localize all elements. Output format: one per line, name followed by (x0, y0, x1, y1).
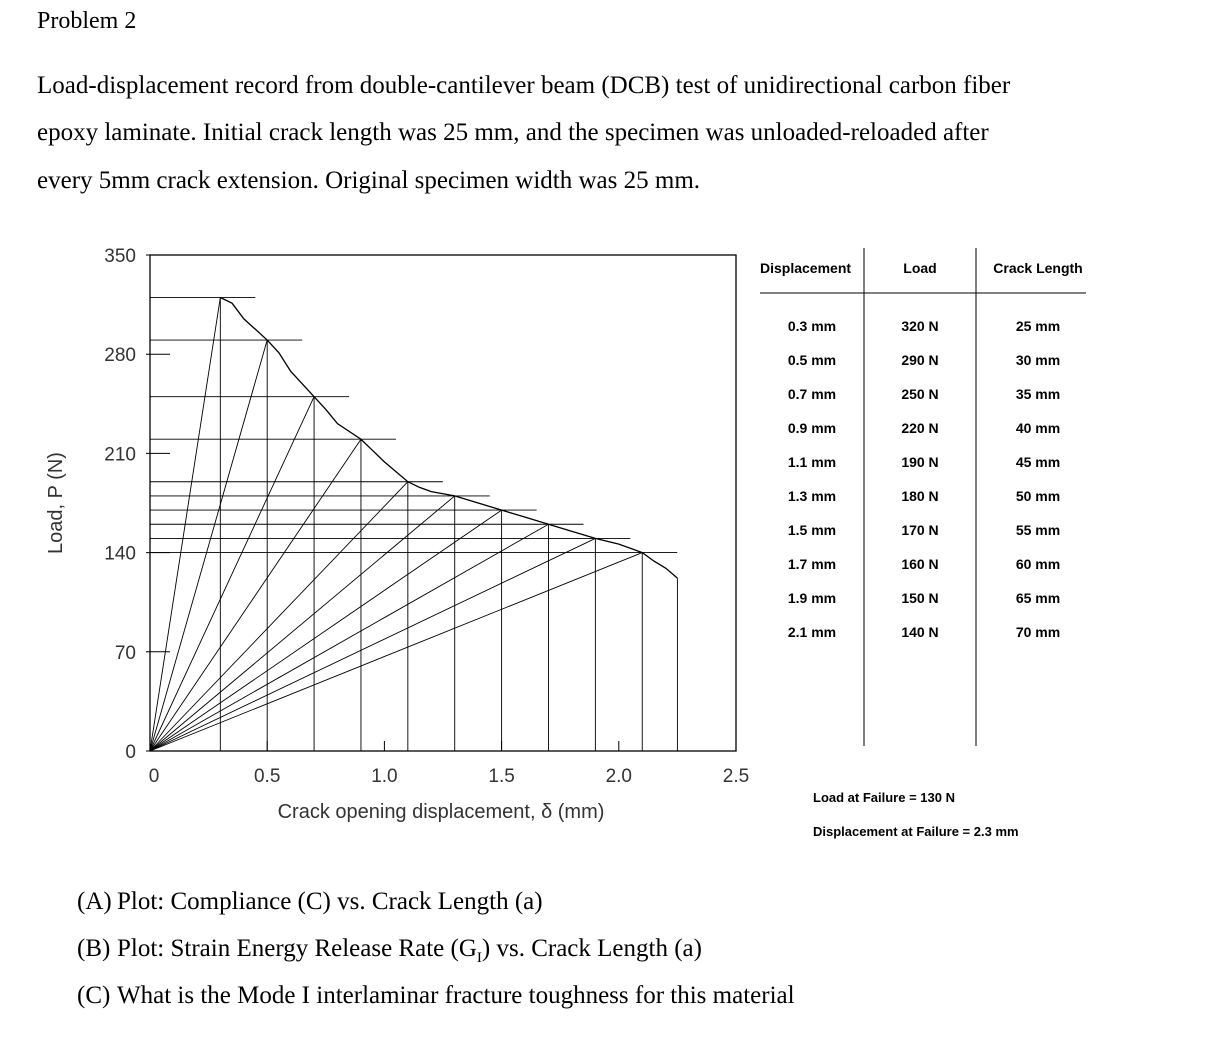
displacement-at-failure: Displacement at Failure = 2.3 mm (813, 824, 1019, 839)
x-tick-label: 1.0 (371, 766, 398, 787)
table-cell-crack-length: 45 mm (1015, 454, 1061, 470)
question-a (77, 888, 543, 916)
table-cell-crack-length: 65 mm (1015, 590, 1061, 606)
table-cell-displacement: 1.7 mm (787, 556, 837, 572)
table-cell-displacement: 2.1 mm (787, 624, 837, 640)
table-cell-displacement: 1.9 mm (787, 590, 837, 606)
x-tick-label: 2.5 (722, 766, 750, 787)
table-cell-load: 190 N (901, 454, 939, 470)
question-c-letter: (C) (77, 982, 111, 1009)
plot-frame (150, 255, 736, 751)
table-cell-displacement: 1.1 mm (787, 454, 837, 470)
y-axis-title: Load, P (N) (45, 452, 67, 554)
table-cell-displacement: 0.3 mm (787, 318, 837, 334)
table-cell-displacement: 0.5 mm (787, 352, 837, 368)
table-cell-load: 160 N (901, 556, 939, 572)
table-cell-load: 150 N (901, 590, 939, 606)
table-cell-load: 290 N (901, 352, 939, 368)
table-cell-displacement: 0.7 mm (787, 386, 837, 402)
table-cell-crack-length: 25 mm (1015, 318, 1061, 334)
unload-reload-line (150, 397, 314, 751)
chart-reference-lines (150, 298, 677, 553)
table-cell-crack-length: 35 mm (1015, 386, 1061, 402)
y-tick-label: 0 (125, 742, 136, 763)
table-header-load: Load (903, 260, 937, 276)
y-tick-label: 210 (104, 444, 136, 466)
axis-ticks (146, 255, 736, 751)
problem-paragraph-line-2: epoxy laminate. Initial crack length was 25 mm, and the specimen was unloaded-reloaded after (37, 119, 989, 146)
problem-paragraph-line-3: every 5mm crack extension. Original specimen width was 25 mm. (37, 167, 701, 194)
unload-reload-line (150, 524, 548, 751)
question-a-letter: (A) (77, 888, 112, 915)
table-cell-crack-length: 70 mm (1015, 624, 1061, 640)
question-a-text: Plot: Compliance (C) vs. Crack Length (a) (117, 888, 543, 915)
x-tick-label: 0 (148, 766, 160, 787)
problem-title: Problem 2 (37, 8, 137, 34)
table-cell-displacement: 1.5 mm (787, 522, 837, 538)
question-b (77, 935, 702, 967)
x-axis-title: Crack opening displacement, δ (mm) (277, 801, 605, 823)
x-tick-label: 1.5 (488, 766, 515, 787)
y-tick-label: 280 (104, 345, 136, 367)
table-cell-crack-length: 50 mm (1015, 488, 1061, 504)
table-cell-load: 180 N (901, 488, 939, 504)
table-cell-displacement: 1.3 mm (787, 488, 837, 504)
unload-reload-line (150, 439, 361, 751)
table-cell-load: 320 N (901, 318, 939, 334)
table-cell-load: 170 N (901, 522, 939, 538)
table-cell-crack-length: 40 mm (1015, 420, 1061, 436)
table-cell-crack-length: 30 mm (1015, 352, 1061, 368)
table-cell-crack-length: 55 mm (1015, 522, 1061, 538)
table-cell-load: 220 N (901, 420, 939, 436)
x-tick-label: 2.0 (605, 766, 633, 787)
table-header-displacement: Displacement (760, 260, 852, 276)
table-cell-displacement: 0.9 mm (787, 420, 837, 436)
table-cell-load: 140 N (901, 624, 939, 640)
question-b-subscript: I (476, 950, 482, 966)
question-b-text-post: ) vs. Crack Length (a) (481, 935, 702, 962)
question-b-letter: (B) (77, 935, 111, 962)
x-tick-label: 0.5 (253, 766, 281, 787)
load-at-failure: Load at Failure = 130 N (813, 790, 955, 805)
question-c (77, 982, 795, 1010)
table-header-crack-length: Crack Length (993, 260, 1083, 276)
question-c-text: What is the Mode I interlaminar fracture toughness for this material (117, 982, 795, 1009)
question-b-text-pre: Plot: Strain Energy Release Rate (G (117, 935, 477, 962)
table-cell-load: 250 N (901, 386, 939, 402)
table-cell-crack-length: 60 mm (1015, 556, 1061, 572)
y-tick-label: 70 (114, 642, 136, 664)
y-tick-label: 350 (104, 246, 136, 267)
unload-reload-line (150, 496, 455, 751)
unload-reload-line (150, 538, 595, 751)
y-tick-label: 140 (104, 543, 136, 565)
problem-paragraph-line-1: Load-displacement record from double-cantilever beam (DCB) test of unidirectional carbon fiber (37, 72, 1011, 99)
